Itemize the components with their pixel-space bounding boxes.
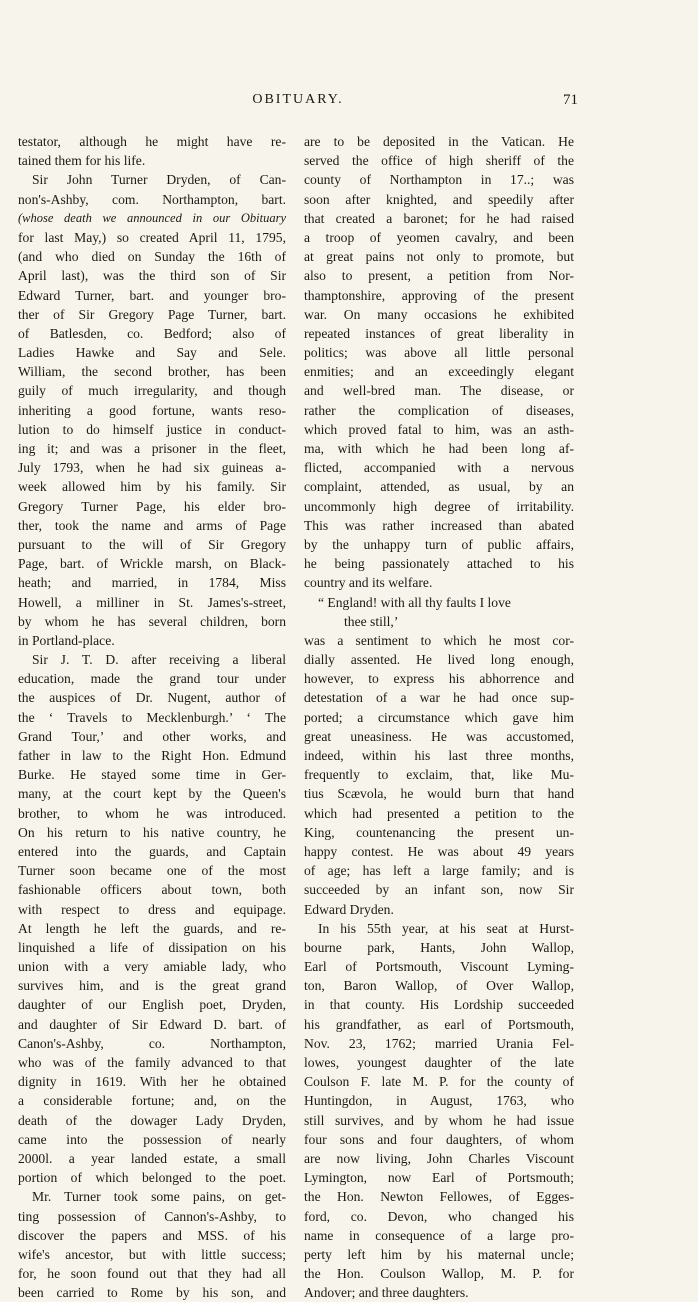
text-line: who was of the family advanced to that — [18, 1055, 286, 1070]
text-line: which proved fatal to him, was an asth- — [304, 421, 574, 437]
text-line: non's-Ashby, com. Northampton, bart. — [18, 191, 286, 207]
text-line: Canon's-Ashby, co. Northampton, — [18, 1035, 286, 1051]
text-line: linquished a life of dissipation on his — [18, 939, 286, 955]
text-line: he being passionately attached to his — [304, 556, 574, 572]
text-line: bourne park, Hants, John Wallop, — [304, 939, 574, 955]
text-line: ther of Sir Gregory Page Turner, bart. — [18, 306, 286, 322]
text-line: ton, Baron Wallop, of Over Wallop, — [304, 978, 574, 994]
text-line: Huntingdon, in August, 1763, who — [304, 1093, 574, 1109]
text-line: ported; a circumstance which gave him — [304, 709, 574, 725]
text-line: Earl of Portsmouth, Viscount Lyming- — [304, 959, 574, 975]
text-line: Andover; and three daughters. — [304, 1285, 469, 1301]
text-line: Lymington, now Earl of Portsmouth; — [304, 1170, 574, 1186]
text-line: portion of which belonged to the poet. — [18, 1170, 286, 1186]
text-line: Sir J. T. D. after receiving a liberal — [32, 652, 286, 668]
text-line: county of Northampton in 17..; was — [304, 172, 574, 188]
text-line: by whom he has several children, born — [18, 613, 286, 629]
text-line: guily of much irregularity, and though — [18, 383, 286, 399]
text-line: great uneasiness. He was accustomed, — [304, 728, 574, 744]
text-line: Page, bart. of Wrickle marsh, on Black- — [18, 556, 286, 572]
text-line: William, the second brother, has been — [18, 364, 286, 380]
text-line: repeated instances of great liberality in — [304, 325, 574, 341]
text-line: (and who died on Sunday the 16th of — [18, 249, 286, 265]
text-line: “ England! with all thy faults I love — [318, 594, 511, 610]
text-line: April last), was the third son of Sir — [18, 268, 286, 284]
text-line: lowes, youngest daughter of the late — [304, 1055, 574, 1070]
text-line: by the unhappy turn of public affairs, — [304, 536, 574, 552]
text-line: Mr. Turner took some pains, on get- — [32, 1189, 286, 1205]
right-column — [304, 132, 574, 1302]
text-line: wife's ancestor, but with little success; — [18, 1246, 286, 1262]
text-line: inheriting a good fortune, wants reso- — [18, 402, 286, 418]
text-line: a considerable fortune; and, on the — [18, 1093, 286, 1109]
text-line: of age; has left a large family; and is — [304, 863, 574, 879]
text-line: rather the complication of diseases, — [304, 402, 574, 418]
text-line: This was rather increased than abated — [304, 517, 574, 533]
text-line: with respect to dress and equipage. — [18, 901, 286, 917]
text-line: are to be deposited in the Vatican. He — [304, 134, 574, 149]
page-header — [18, 92, 578, 114]
text-line: heath; and married, in 1784, Miss — [18, 575, 286, 591]
text-line: a troop of yeomen cavalry, and been — [304, 229, 574, 245]
text-line: frequently to exclaim, that, like Mu- — [304, 767, 574, 783]
text-line: four sons and four daughters, of whom — [304, 1131, 574, 1147]
text-line: been carried to Rome by his son, and — [18, 1285, 286, 1301]
text-line: pursuant to the will of Sir Gregory — [18, 536, 286, 552]
text-line: King, countenancing the present un- — [304, 824, 574, 840]
text-line: thamptonshire, approving of the present — [304, 287, 574, 303]
text-line: still survives, and by whom he had issue — [304, 1112, 574, 1128]
text-line: Grand Tour,’ and other works, and — [18, 728, 286, 744]
text-line: ford, co. Devon, who changed his — [304, 1208, 574, 1224]
text-line: was a sentiment to which he most cor- — [304, 632, 574, 648]
text-line: name in consequence of a large pro- — [304, 1227, 574, 1243]
text-line: the Hon. Newton Fellowes, of Egges- — [304, 1189, 574, 1205]
text-line: many, at the court kept by the Queen's — [18, 786, 286, 802]
text-line: indeed, within his last three months, — [304, 748, 574, 763]
text-line: entered into the guards, and Captain — [18, 843, 286, 859]
text-line: are now living, John Charles Viscount — [304, 1150, 574, 1166]
text-line: enmities; and an exceedingly elegant — [304, 364, 574, 380]
text-line: in Portland-place. — [18, 632, 115, 648]
text-line: discover the papers and MSS. of his — [18, 1227, 286, 1243]
text-line: country and its welfare. — [304, 575, 433, 591]
text-line: his grandfather, as earl of Portsmouth, — [304, 1016, 574, 1032]
text-line: of Batlesden, co. Bedford; also of — [18, 325, 286, 341]
text-line: dignity in 1619. With her he obtained — [18, 1074, 286, 1090]
text-line: came into the possession of nearly — [18, 1131, 286, 1147]
text-line: also to present, a petition from Nor- — [304, 268, 574, 284]
text-line: In his 55th year, at his seat at Hurst- — [318, 920, 574, 936]
text-line: Howell, a milliner in St. James's-street, — [18, 594, 286, 610]
text-line: war. On many occasions he exhibited — [304, 306, 574, 322]
page-number: 71 — [563, 92, 578, 108]
text-line: for last May,) so created April 11, 1795, — [18, 229, 286, 245]
text-line: Sir John Turner Dryden, of Can- — [32, 172, 286, 188]
text-line: Ladies Hawke and Say and Sele. — [18, 345, 286, 361]
text-line: however, to express his abhorrence and — [304, 671, 574, 687]
text-line: for, he soon found out that they had all — [18, 1266, 286, 1282]
text-line: Edward Turner, bart. and younger bro- — [18, 287, 286, 303]
text-line: and well-bred man. The disease, or — [304, 383, 574, 399]
text-line: Gregory Turner Page, his elder bro- — [18, 498, 286, 514]
text-line: ting possession of Cannon's-Ashby, to — [18, 1208, 286, 1224]
text-line: 2000l. a year landed estate, a small — [18, 1150, 286, 1166]
text-line: July 1793, when he had six guineas a- — [18, 460, 286, 476]
text-line: Turner soon became one of the most — [18, 863, 286, 879]
text-line: which had presented a petition to the — [304, 805, 574, 821]
text-line: complaint, attended, as usual, by an — [304, 479, 574, 495]
text-line: thee still,’ — [344, 613, 399, 629]
text-line: perty left him by his maternal uncle; — [304, 1246, 574, 1262]
text-line: ing it; and was a prisoner in the fleet, — [18, 441, 286, 456]
text-line: union with a very amiable lady, who — [18, 959, 286, 975]
text-line: happy contest. He was about 49 years — [304, 843, 574, 859]
text-line: that created a baronet; for he had raised — [304, 210, 574, 226]
text-line: ma, with which he had been long af- — [304, 441, 574, 456]
text-line: At length he left the guards, and re- — [18, 920, 286, 936]
text-line: daughter of our English poet, Dryden, — [18, 997, 286, 1013]
text-line: Coulson F. late M. P. for the county of — [304, 1074, 574, 1090]
text-line: fashionable officers about town, both — [18, 882, 286, 898]
text-line: the ‘ Travels to Mecklenburgh.’ ‘ The — [18, 709, 286, 725]
text-line: (whose death we announced in our Obituary — [18, 210, 286, 225]
text-line: tius Scævola, he would burn that hand — [304, 786, 574, 802]
text-line: and daughter of Sir Edward D. bart. of — [18, 1016, 286, 1032]
text-line: uncommonly high degree of irritability. — [304, 498, 574, 514]
text-line: soon after knighted, and speedily after — [304, 191, 574, 207]
text-line: succeeded by an infant son, now Sir — [304, 882, 574, 898]
text-line: tained them for his life. — [18, 153, 146, 169]
text-line: testator, although he might have re- — [18, 134, 286, 149]
text-line: the Hon. Coulson Wallop, M. P. for — [304, 1266, 574, 1282]
text-line: ther, took the name and arms of Page — [18, 517, 286, 533]
text-line: lution to do himself justice in conduct- — [18, 421, 286, 437]
text-line: dially assented. He lived long enough, — [304, 652, 574, 668]
text-line: Nov. 23, 1762; married Urania Fel- — [304, 1035, 574, 1051]
text-line: father in law to the Right Hon. Edmund — [18, 748, 286, 763]
text-line: flicted, accompanied with a nervous — [304, 460, 574, 476]
text-line: the auspices of Dr. Nugent, author of — [18, 690, 286, 706]
text-line: week allowed him by his family. Sir — [18, 479, 286, 495]
text-line: at great pains not only to promote, but — [304, 249, 574, 265]
text-line: death of the dowager Lady Dryden, — [18, 1112, 286, 1128]
text-line: On his return to his native country, he — [18, 824, 286, 840]
running-title: OBITUARY. — [252, 92, 344, 107]
text-line: education, made the grand tour under — [18, 671, 286, 687]
text-line: in that county. His Lordship succeeded — [304, 997, 574, 1013]
text-line: brother, to whom he was introduced. — [18, 805, 286, 821]
text-line: served the office of high sheriff of the — [304, 153, 574, 169]
text-line: detestation of a war he had once sup- — [304, 690, 574, 706]
text-line: politics; was above all little personal — [304, 345, 574, 361]
text-line: Burke. He stayed some time in Ger- — [18, 767, 286, 783]
text-line: Edward Dryden. — [304, 901, 394, 917]
left-column — [18, 132, 286, 1302]
text-line: survives him, and is the great grand — [18, 978, 286, 994]
